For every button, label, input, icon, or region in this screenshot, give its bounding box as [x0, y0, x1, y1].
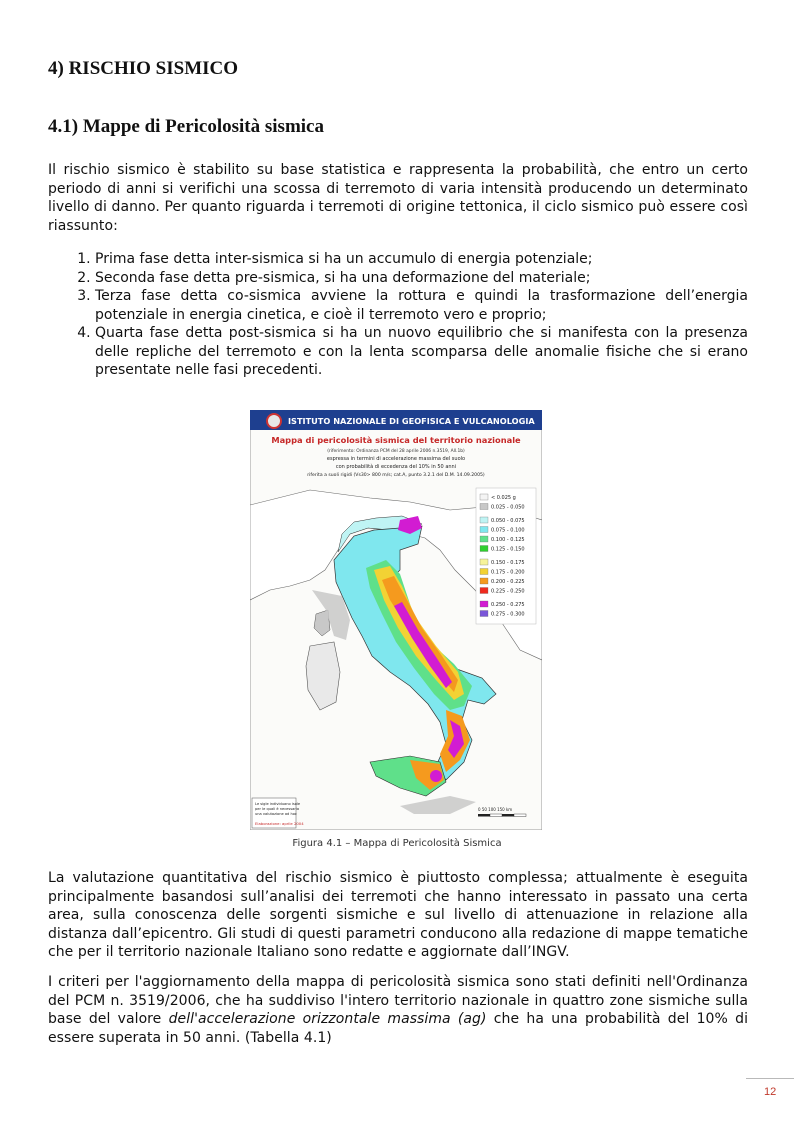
hazard-map-image	[250, 410, 542, 830]
hazard-band-etna	[430, 770, 442, 782]
list-item: 2. Seconda fase detta pre-sismica, si ha una deformazione del materiale;	[95, 269, 748, 288]
seismic-phases-list	[48, 250, 748, 380]
legend-label: 0.250 - 0.275	[491, 602, 525, 608]
legend-swatch	[480, 504, 488, 510]
legend-swatch	[480, 494, 488, 500]
legend-label: 0.075 - 0.100	[491, 527, 525, 534]
legend-swatch	[480, 546, 488, 552]
list-item: 4. Quarta fase detta post-sismica si ha un nuovo equilibrio che si manifesta con la presenza delle repliche del terremoto e con la lenta scomparsa delle anomalie fisiche che si erano presentate nelle fasi precedenti.	[95, 324, 748, 380]
list-item: 3. Terza fase detta co-sismica avviene la rottura e quindi la trasformazione dell’energia potenziale in energia cinetica, e cioè il terremoto vero e proprio;	[95, 287, 748, 324]
legend-label: 0.150 - 0.175	[491, 560, 525, 566]
map-subtitle-line: espressa in termini di accelerazione massima del suolo	[326, 456, 466, 462]
list-item: 1. Prima fase detta inter-sismica si ha un accumulo di energia potenziale;	[95, 250, 748, 269]
legend-label: 0.275 - 0.300	[491, 611, 525, 618]
legend-swatch	[480, 559, 488, 565]
note-line: Le sigle individuano isole	[255, 802, 301, 806]
legend-label: 0.175 - 0.200	[491, 569, 525, 576]
ingv-logo-icon	[267, 414, 281, 428]
figure-caption: Figura 4.1 – Mappa di Pericolosità Sismica	[292, 838, 502, 849]
legend-swatch	[480, 601, 488, 607]
note-line: una valutazione ad hoc	[255, 812, 297, 816]
scale-label: 0 50 100 150 km	[478, 807, 513, 812]
legend-swatch	[480, 527, 488, 533]
institute-name: ISTITUTO NAZIONALE DI GEOFISICA E VULCANOLOGIA	[288, 416, 535, 426]
criteria-emphasis: dell'accelerazione orizzontale massima (ag)	[168, 1011, 487, 1027]
legend-label: < 0.025 g	[491, 495, 516, 501]
credit-line: Elaborazione: aprile 2004	[255, 821, 304, 826]
map-subtitle-line: (riferimento: Ordinanza PCM del 28 aprile 2006 n.3519, All.1b)	[327, 449, 465, 454]
legend-swatch	[480, 588, 488, 594]
legend-swatch	[480, 536, 488, 542]
legend-label: 0.225 - 0.250	[491, 588, 525, 595]
legend-swatch	[480, 578, 488, 584]
criteria-text-end: che ha una probabilità del 10% di essere superata in 50 anni. (Tabella 4.1)	[48, 1011, 749, 1046]
map-legend	[476, 488, 536, 624]
legend-label: 0.050 - 0.075	[491, 518, 525, 524]
page-number: 12	[764, 1086, 777, 1098]
legend-label: 0.200 - 0.225	[491, 579, 525, 585]
legend-label: 0.100 - 0.125	[491, 537, 525, 543]
legend-label: 0.125 - 0.150	[491, 546, 525, 553]
map-title: Mappa di pericolosità sismica del territorio nazionale	[271, 435, 521, 445]
intro-paragraph: Il rischio sismico è stabilito su base statistica e rappresenta la probabilità, che entro un certo periodo di anni si verifichi una scossa di terremoto di varia intensità producendo un determinato livello di danno. Per quanto riguarda i terremoti di origine tettonica, il ciclo sismico può essere così riassunto:	[48, 162, 748, 234]
criteria-text-start: I criteri per l'aggiornamento della mappa di pericolosità sismica sono stati definiti nell'Ordinanza del PCM n. 3519/2006, che ha suddiviso l'intero territorio nazionale in quattro zone sismiche sulla base del valore	[48, 974, 748, 1027]
map-subtitle-line: con probabilità di eccedenza del 10% in 50 anni	[335, 464, 457, 470]
legend-swatch	[480, 611, 488, 617]
criteria-paragraph	[48, 973, 748, 1047]
section-title: 4) RISCHIO SISMICO	[48, 58, 239, 79]
map-subtitle-line: riferita a suoli rigidi (Vs30> 800 m/s; cat.A, punto 3.2.1 del D.M. 14.09.2005)	[307, 473, 485, 478]
footer-rule	[746, 1078, 794, 1079]
note-line: per le quali è necessaria	[255, 807, 300, 811]
legend-swatch	[480, 517, 488, 523]
legend-label: 0.025 - 0.050	[491, 504, 525, 511]
subsection-title: 4.1) Mappe di Pericolosità sismica	[48, 116, 324, 137]
legend-swatch	[480, 569, 488, 575]
assessment-paragraph: La valutazione quantitativa del rischio sismico è piuttosto complessa; attualmente è eseguita principalmente basandosi sull’analisi dei terremoti che hanno interessato in passato una certa area, sulla conoscenza delle sorgenti sismiche e sul livello di attenuazione in relazione alla distanza dall’epicentro. Gli studi di questi parametri conducono alla redazione di mappe tematiche che per il territorio nazionale Italiano sono redatte e aggiornate dall’INGV.	[48, 870, 748, 960]
hazard-map-figure	[250, 410, 542, 830]
